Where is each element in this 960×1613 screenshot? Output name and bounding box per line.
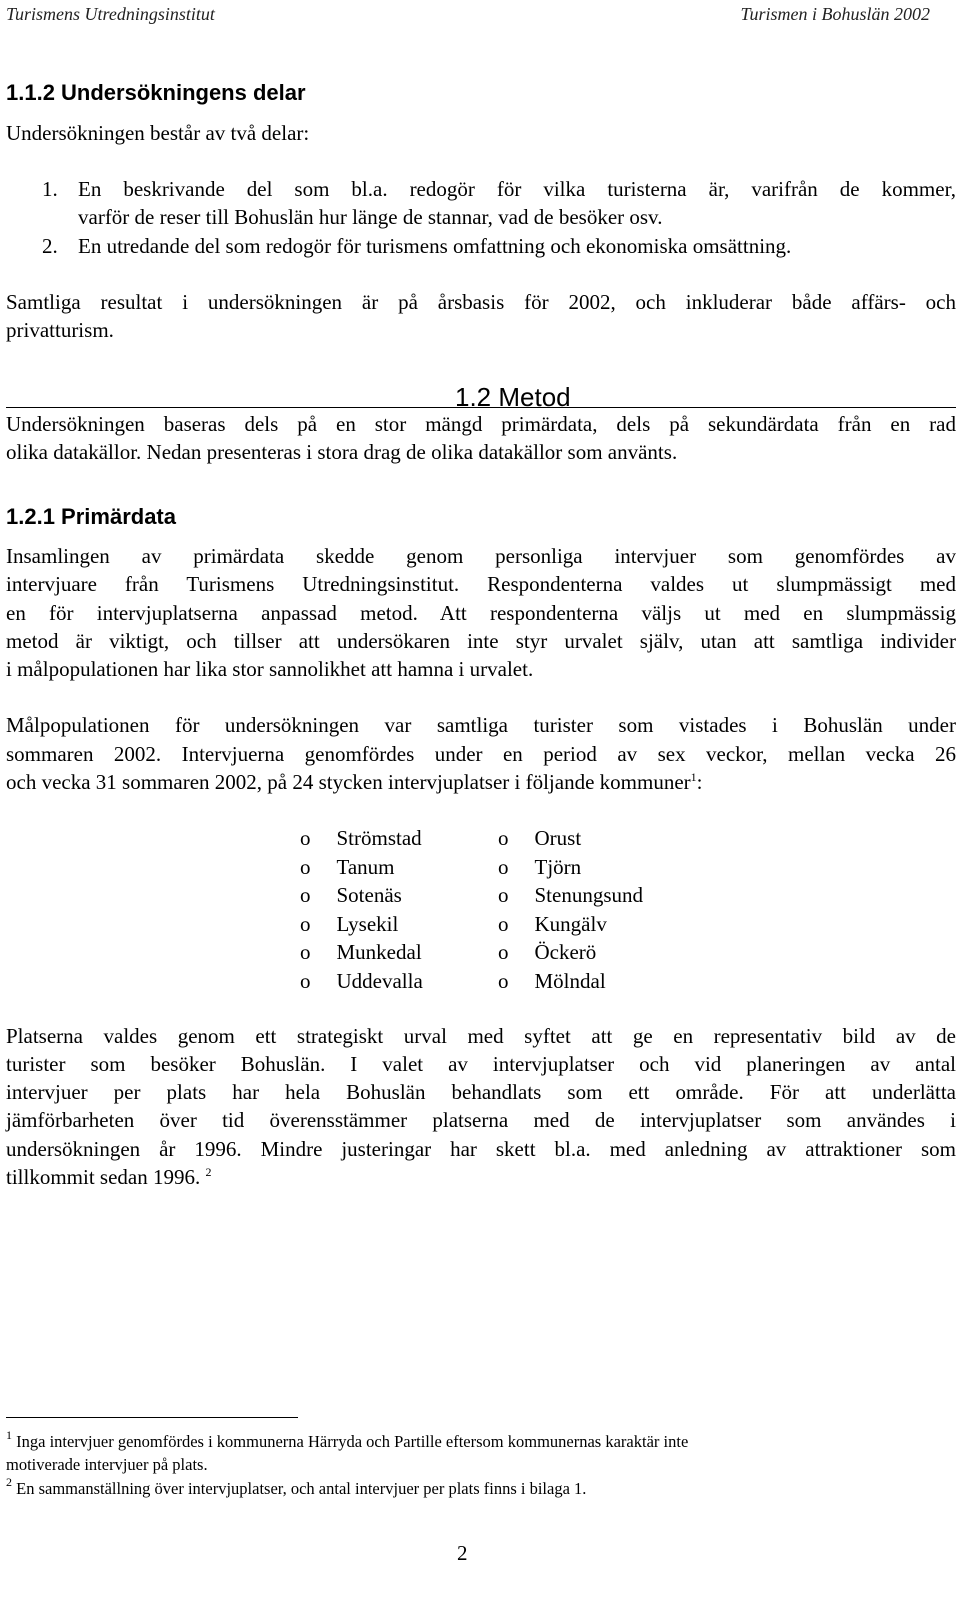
bullet: o <box>498 854 509 879</box>
kommun-name: Tjörn <box>534 854 582 879</box>
kommun-list-right <box>498 824 643 995</box>
footnote-line <box>6 1430 956 1453</box>
list-item <box>498 967 643 996</box>
list-item <box>300 910 423 939</box>
kommun-name: Orust <box>534 826 582 850</box>
footnote-2 <box>6 1477 956 1500</box>
footnote-ref-1: 1 <box>690 770 697 784</box>
kommun-name: Mölndal <box>534 968 606 993</box>
heading-rule <box>6 407 956 408</box>
list-item-number: 2. <box>42 234 58 258</box>
kommun-name: Munkedal <box>336 940 422 964</box>
list-item-text: varför de reser till Bohuslän hur länge de stannar, vad de besöker osv. <box>78 205 663 229</box>
bullet: o <box>300 883 311 907</box>
bullet: o <box>498 940 509 964</box>
bullet: o <box>300 968 311 993</box>
list-item <box>498 910 643 939</box>
bullet: o <box>300 911 311 936</box>
list-item-number: 1. <box>42 177 58 201</box>
paragraph-line: Insamlingen av primärdata skedde genom personliga intervjuer som genomfördes av <box>6 544 956 568</box>
colon: : <box>696 770 703 794</box>
paragraph-line: intervjuare från Turismens Utredningsinstitut. Respondenterna valdes ut slumpmässigt med <box>6 572 956 596</box>
page-number: 2 <box>457 1541 468 1565</box>
bullet: o <box>498 968 509 993</box>
section-heading-1-2: 1.2 Metod <box>455 382 571 412</box>
section-heading-1-1-2: 1.1.2 Undersökningens delar <box>6 80 306 105</box>
list-item-text: En utredande del som redogör för turismens omfattning och ekonomiska omsättning. <box>78 234 792 258</box>
footnote-text: En sammanställning över intervjuplatser, och antal intervjuer per plats finns i bilaga 1. <box>16 1479 587 1498</box>
footnote-number: 2 <box>6 1475 12 1489</box>
bullet: o <box>498 911 509 936</box>
paragraph-line: undersökningen år 1996. Mindre justeringar har skett bl.a. med anledning av attraktioner som <box>6 1137 956 1161</box>
paragraph-line: metod är viktigt, och tillser att undersökaren inte styr urvalet själv, utan att samtliga individer <box>6 629 956 653</box>
list-item <box>498 938 643 967</box>
footnote-ref-2: 2 <box>205 1165 212 1179</box>
list-item-text: En beskrivande del som bl.a. redogör för vilka turisterna är, varifrån de kommer, <box>78 177 956 201</box>
paragraph-line: Platserna valdes genom ett strategiskt urval med syftet att ge en representativ bild av de <box>6 1024 956 1048</box>
running-header-right: Turismen i Bohuslän 2002 <box>740 4 930 24</box>
bullet: o <box>498 883 509 907</box>
paragraph-line: turister som besöker Bohuslän. I valet av intervjuplatser och vid planeringen av antal <box>6 1052 956 1076</box>
list-item <box>498 881 643 910</box>
paragraph-line: intervjuer per plats har hela Bohuslän behandlats som ett område. För att underlätta <box>6 1080 956 1104</box>
metod-paragraph: olika datakällor. Nedan presenteras i stora drag de olika datakällor som använts. <box>6 440 678 464</box>
paragraph-text: och vecka 31 sommaren 2002, på 24 stycken intervjuplatser i följande kommuner <box>6 770 691 794</box>
list-item <box>498 824 643 853</box>
kommun-list-left <box>300 824 423 995</box>
bullet: o <box>300 940 311 964</box>
paragraph-line: i målpopulationen har lika stor sannolikhet att hamna i urvalet. <box>6 657 534 681</box>
footnote-line: motiverade intervjuer på plats. <box>6 1455 208 1474</box>
list-item <box>300 853 423 882</box>
intro-paragraph: Undersökningen består av två delar: <box>6 121 310 145</box>
kommun-name: Uddevalla <box>336 968 423 993</box>
footnote-text: Inga intervjuer genomfördes i kommunerna Härryda och Partille eftersom kommunernas karaktär inte <box>16 1432 689 1451</box>
paragraph-line: Målpopulationen för undersökningen var samtliga turister som vistades i Bohuslän under <box>6 713 956 737</box>
list-item <box>300 967 423 996</box>
bullet: o <box>498 826 509 850</box>
footnote-line <box>6 1477 956 1500</box>
metod-paragraph: Undersökningen baseras dels på en stor mängd primärdata, dels på sekundärdata från en rad <box>6 412 956 436</box>
paragraph-text: tillkommit sedan 1996. <box>6 1165 201 1189</box>
list-item <box>300 881 423 910</box>
list-item <box>300 824 423 853</box>
kommun-name: Öckerö <box>534 940 597 964</box>
paragraph-line: jämförbarheten över tid överensstämmer platserna med de intervjuplatser som användes i <box>6 1108 956 1132</box>
section-heading-1-2-1: 1.2.1 Primärdata <box>6 504 176 529</box>
footnote-separator <box>6 1417 298 1418</box>
list-item <box>498 853 643 882</box>
paragraph-line <box>6 1163 212 1192</box>
kommun-name: Lysekil <box>336 911 399 936</box>
bullet: o <box>300 854 311 879</box>
paragraph-line: en för intervjuplatserna anpassad metod. Att respondenterna väljs ut med en slumpmässig <box>6 601 956 625</box>
paragraph-line: sommaren 2002. Intervjuerna genomfördes under en period av sex veckor, mellan vecka 26 <box>6 742 956 766</box>
running-header-left: Turismens Utredningsinstitut <box>6 4 215 24</box>
paragraph-line <box>6 768 703 797</box>
list-item <box>300 938 423 967</box>
kommun-name: Kungälv <box>534 911 607 936</box>
footnote-number: 1 <box>6 1428 12 1442</box>
summary-paragraph: privatturism. <box>6 318 114 342</box>
kommun-name: Stenungsund <box>534 883 644 907</box>
summary-paragraph: Samtliga resultat i undersökningen är på årsbasis för 2002, och inkluderar både affärs- och <box>6 290 956 314</box>
kommun-name: Strömstad <box>336 826 422 850</box>
bullet: o <box>300 826 311 850</box>
footnote-1 <box>6 1430 956 1476</box>
kommun-name: Tanum <box>336 854 395 879</box>
kommun-name: Sotenäs <box>336 883 402 907</box>
